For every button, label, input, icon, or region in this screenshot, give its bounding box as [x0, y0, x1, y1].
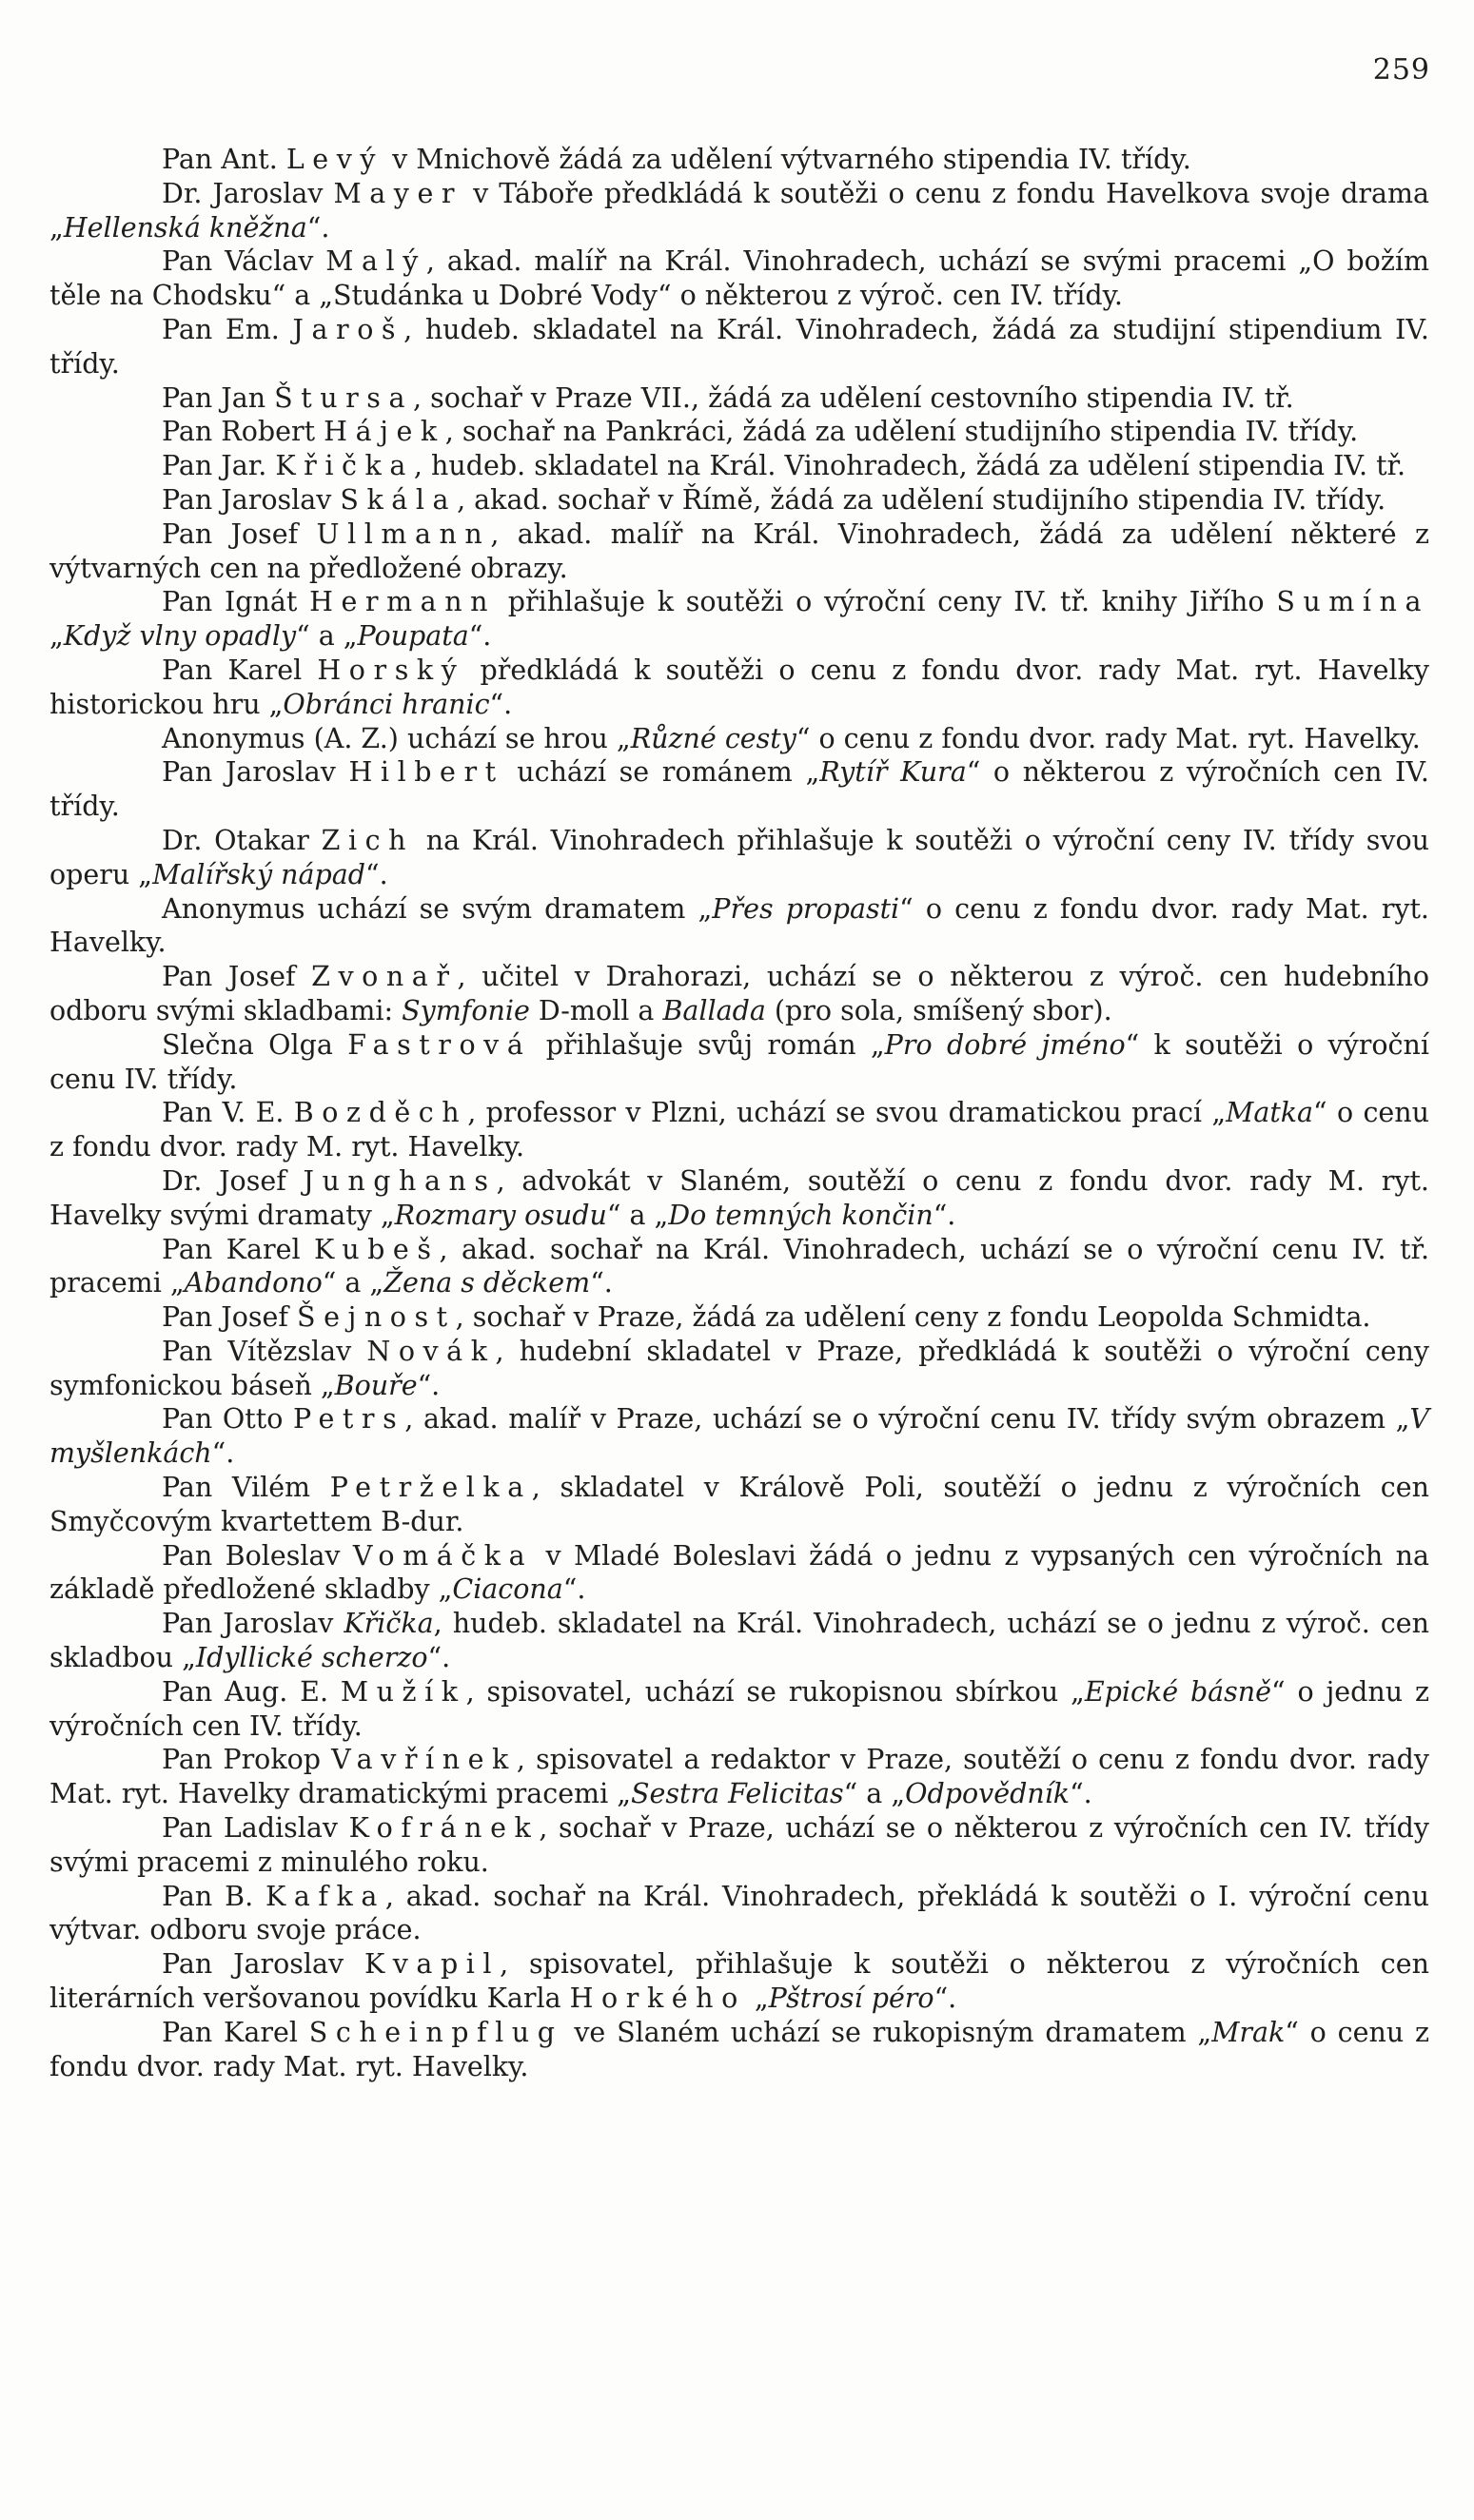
italic-title: Ballada — [662, 994, 766, 1026]
entry-paragraph — [49, 1607, 1429, 1675]
entry-text: „ — [49, 620, 64, 653]
entry-paragraph — [49, 654, 1429, 722]
italic-title: Mrak — [1211, 2016, 1286, 2048]
italic-title: Obránci hranic — [283, 688, 490, 720]
entry-text: přihlašuje k soutěži o výroční ceny IV. tř. knihy Jiřího — [496, 586, 1277, 618]
entry-text: , akad. sochař na Král. Vinohradech, uchází se o výroční cenu IV. tř. pracemi „ — [49, 1233, 1430, 1299]
entry-text: , akad. sochař v Římě, žádá za udělení studijního stipendia IV. třídy. — [457, 483, 1386, 516]
entry-paragraph — [49, 1335, 1429, 1403]
entry-paragraph — [49, 824, 1429, 892]
spaced-name: Zich — [321, 824, 415, 856]
entry-text: Pan Em. — [162, 313, 293, 345]
entry-paragraph — [49, 2016, 1429, 2084]
spaced-name: Hilbert — [348, 756, 504, 789]
entry-paragraph — [49, 755, 1429, 824]
entry-text: Dr. Otakar — [162, 824, 322, 856]
entry-text: Pan Jaroslav — [162, 1608, 344, 1640]
spaced-name: Malý — [325, 245, 426, 278]
entry-text: , akad. malíř v Praze, uchází se o výroční cenu IV. třídy svým obrazem „ — [404, 1403, 1410, 1436]
entry-text: “ o cenu z fondu dvor. rady Mat. ryt. Havelky. — [49, 2016, 1430, 2082]
entry-paragraph — [49, 1675, 1429, 1744]
entry-paragraph — [49, 483, 1429, 518]
spaced-name: Bozděch — [293, 1097, 468, 1129]
italic-title: Sestra Felicitas — [631, 1778, 844, 1810]
entry-text: “. — [933, 1199, 956, 1231]
entry-text: na Král. Vinohradech přihlašuje k soutěži o výroční ceny IV. třídy svou operu „ — [49, 824, 1429, 890]
spaced-name: Horský — [317, 654, 465, 686]
entry-text: , spisovatel a redaktor v Praze, soutěží o cenu z fondu dvor. rady Mat. ryt. Havelky dramatickými pracemi „ — [49, 1744, 1429, 1810]
entry-text: Pan Prokop — [162, 1744, 332, 1776]
entry-paragraph — [49, 1811, 1429, 1880]
entry-text: , hudeb. skladatel na Král. Vinohradech, žádá za udělení stipendia IV. tř. — [413, 450, 1406, 482]
entry-paragraph — [49, 1539, 1429, 1608]
entry-text: předkládá k soutěži o cenu z fondu dvor. rady Mat. ryt. Havelky historickou hru „ — [49, 654, 1429, 720]
entry-paragraph — [49, 1880, 1429, 1948]
spaced-name: Fastrová — [347, 1028, 532, 1061]
entry-text: Anonymus uchází se svým dramatem „ — [162, 892, 713, 925]
entry-text: “. — [427, 1642, 451, 1674]
entry-text: “ k soutěži o výroční cenu IV. třídy. — [49, 1028, 1429, 1095]
italic-title: Matka — [1226, 1097, 1314, 1129]
entry-text: “ a „ — [606, 1199, 669, 1231]
entry-text: Pan Karel — [162, 2016, 309, 2048]
entry-text: v Mladé Boleslavi žádá o jednu z vypsaných cen výročních na základě předložené skladby „ — [49, 1539, 1429, 1606]
entry-text: D-moll a — [529, 994, 663, 1026]
spaced-name: Scheinpflug — [308, 2016, 563, 2048]
italic-title: Malířský nápad — [152, 858, 365, 890]
entry-text: Dr. Jaroslav — [162, 177, 334, 209]
entry-text: “ a „ — [322, 1267, 384, 1299]
spaced-name: Kvapil — [364, 1948, 501, 1981]
italic-title: Křička — [344, 1608, 434, 1640]
entry-text: , sochař v Praze, žádá za udělení ceny z fondu Leopolda Schmidta. — [455, 1301, 1371, 1334]
page-number: 259 — [1372, 53, 1430, 87]
entry-text: , hudební skladatel v Praze, předkládá k soutěži o výroční ceny symfonickou báseň „ — [49, 1335, 1430, 1401]
entry-text: “ o cenu z fondu dvor. rady Mat. ryt. Havelky. — [796, 722, 1421, 754]
spaced-name: Hájek — [324, 416, 445, 448]
entry-paragraph — [49, 177, 1429, 245]
entry-text: , sochař na Pankráci, žádá za udělení studijního stipendia IV. třídy. — [444, 416, 1359, 448]
spaced-name: Levý — [285, 144, 384, 175]
entry-text: , sochař v Praze, uchází se o některou z výročních cen IV. třídy svými pracemi z minulého roku. — [49, 1812, 1429, 1878]
spaced-name: Šejnost — [297, 1301, 456, 1334]
entry-text: , spisovatel, přihlašuje k soutěži o některou z výročních cen literárních veršovanou povídku Karla — [49, 1948, 1429, 2015]
spaced-name: Novák — [366, 1335, 496, 1367]
entry-text: “. — [489, 688, 513, 720]
entry-text: Pan Ant. — [162, 144, 286, 175]
entry-paragraph — [49, 1096, 1429, 1164]
entry-paragraph — [49, 381, 1429, 416]
entry-text: Pan Karel — [162, 654, 318, 686]
entry-text: , advokát v Slaném, soutěží o cenu z fondu dvor. rady M. ryt. Havelky svými dramaty „ — [49, 1164, 1429, 1231]
entry-text: Pan Karel — [162, 1233, 315, 1265]
entry-text: , akad. sochař na Král. Vinohradech, překládá k soutěži o I. výroční cenu výtvar. odboru svoje práce. — [49, 1880, 1429, 1946]
entry-text: “ a „ — [296, 620, 358, 653]
entry-text: Dr. Josef — [162, 1164, 304, 1197]
entry-text: Pan Jaroslav — [162, 756, 349, 789]
entry-paragraph — [49, 1402, 1429, 1471]
spaced-name: Mužík — [340, 1675, 466, 1708]
spaced-name: Kubeš — [314, 1233, 440, 1265]
spaced-name: Kafka — [265, 1880, 385, 1912]
spaced-name: Petrs — [293, 1403, 405, 1436]
entry-paragraph — [49, 1028, 1429, 1097]
entry-paragraph — [49, 244, 1429, 313]
spaced-name: Skála — [340, 483, 458, 516]
entry-text: Pan Josef — [162, 1301, 297, 1334]
spaced-name: Štursa — [274, 381, 414, 414]
spaced-name: Kofránek — [348, 1812, 540, 1845]
entry-text: Pan Robert — [162, 416, 324, 448]
entry-text: uchází se románem „ — [503, 756, 820, 789]
italic-title: Hellenská kněžna — [63, 211, 307, 244]
entry-text: Pan Boleslav — [162, 1539, 353, 1572]
entry-paragraph — [49, 892, 1429, 961]
entry-text: “. — [306, 211, 330, 244]
italic-title: Rytíř Kura — [819, 756, 967, 789]
entry-paragraph — [49, 585, 1429, 654]
italic-title: Epické básně — [1084, 1675, 1272, 1708]
spaced-name: Křička — [275, 450, 414, 482]
entry-text: “. — [468, 620, 492, 653]
entry-paragraph — [49, 1233, 1429, 1301]
italic-title: Bouře — [334, 1369, 418, 1401]
spaced-name: Jaroš — [292, 313, 404, 345]
entry-text: “ a „ — [843, 1778, 906, 1810]
entry-text: , akad. malíř na Král. Vinohradech, žádá za udělení některé z výtvarných cen na předložené obrazy. — [49, 518, 1429, 584]
entry-paragraph — [49, 1164, 1429, 1233]
entry-text: , hudeb. skladatel na Král. Vinohradech, žádá za studijní stipendium IV. třídy. — [49, 313, 1429, 380]
entry-text: Pan Vítězslav — [162, 1335, 367, 1367]
spaced-name: Mayer — [333, 177, 463, 209]
italic-title: Ciacona — [452, 1573, 563, 1606]
italic-title: Když vlny opadly — [63, 620, 297, 653]
entry-text: “. — [562, 1573, 586, 1606]
entry-paragraph — [49, 415, 1429, 449]
entry-text: Pan Jan — [162, 381, 275, 414]
entry-text: , professor v Plzni, uchází se svou dramatickou prací „ — [467, 1097, 1227, 1129]
entry-paragraph — [49, 722, 1429, 756]
entry-text: Pan V. E. — [162, 1097, 294, 1129]
spaced-name: Hermann — [309, 586, 497, 618]
spaced-name: Ullmann — [316, 518, 491, 550]
entry-text: Pan Jaroslav — [162, 483, 341, 516]
entry-text: přihlašuje svůj román „ — [531, 1028, 885, 1061]
entry-paragraph — [49, 1300, 1429, 1335]
entry-text: “. — [417, 1369, 441, 1401]
italic-title: Přes propasti — [712, 892, 900, 925]
entry-paragraph — [49, 518, 1429, 586]
entry-text: Pan B. — [162, 1880, 266, 1912]
spaced-name: Junghans — [303, 1164, 497, 1197]
spaced-name: Vavřínek — [331, 1744, 517, 1776]
entry-text: Pan Ladislav — [162, 1812, 349, 1845]
entry-text: “. — [211, 1437, 235, 1470]
italic-title: Symfonie — [402, 994, 530, 1026]
spaced-name: Horkého — [569, 1983, 746, 2015]
entry-text: , hudeb. skladatel na Král. Vinohradech, uchází se o jednu z výroč. cen skladbou „ — [49, 1608, 1429, 1674]
spaced-name: Zvonař — [311, 961, 458, 993]
entry-paragraph — [49, 960, 1429, 1028]
entry-paragraph — [49, 313, 1429, 381]
entry-text: “ o některou z výročních cen IV. třídy. — [49, 756, 1429, 823]
entry-text: Pan Jar. — [162, 450, 276, 482]
entry-text: Pan Vilém — [162, 1472, 330, 1504]
entry-text: “ o cenu z fondu dvor. rady M. ryt. Havelky. — [49, 1097, 1429, 1163]
italic-title: Abandono — [184, 1267, 323, 1299]
italic-title: Různé cesty — [630, 722, 796, 754]
italic-title: Rozmary osudu — [394, 1199, 607, 1231]
entry-text: “. — [934, 1983, 957, 2015]
italic-title: Žena s děckem — [383, 1267, 591, 1299]
spaced-name: Sumína — [1276, 586, 1429, 618]
entry-text: , akad. malíř na Král. Vinohradech, uchází se svými pracemi „O božím těle na Chodsku“ a „Studánka u Dobré Vody“ o některou z výroč. cen IV. třídy. — [49, 245, 1429, 312]
entry-text: , sochař v Praze VII., žádá za udělení cestovního stipendia IV. tř. — [413, 381, 1294, 414]
entry-text: Pan Otto — [162, 1403, 294, 1436]
entry-text: Pan Aug. E. — [162, 1675, 341, 1708]
entry-text: Pan Josef — [162, 961, 312, 993]
italic-title: Do temných končin — [668, 1199, 934, 1231]
entry-text: “ o jednu z výročních cen IV. třídy. — [49, 1675, 1429, 1742]
italic-title: Idyllické scherzo — [195, 1642, 428, 1674]
entry-list — [49, 143, 1429, 2083]
italic-title: Poupata — [357, 620, 469, 653]
italic-title: V myšlenkách — [49, 1403, 1429, 1470]
entry-paragraph — [49, 1471, 1429, 1539]
entry-paragraph — [49, 449, 1429, 483]
italic-title: Pro dobré jméno — [884, 1028, 1126, 1061]
entry-text: Pan Jaroslav — [162, 1948, 364, 1981]
spaced-name: Vomáčka — [352, 1539, 534, 1572]
entry-text: Pan Václav — [162, 245, 326, 278]
entry-text: v Táboře předkládá k soutěži o cenu z fondu Havelkova svoje drama „ — [49, 177, 1429, 244]
entry-text: ve Slaném uchází se rukopisným dramatem „ — [562, 2016, 1212, 2048]
entry-text: “. — [365, 858, 388, 890]
italic-title: Pštrosí péro — [768, 1983, 934, 2015]
entry-text: , učitel v Drahorazi, uchází se o některou z výroč. cen hudebního odboru svými skladbami: — [49, 961, 1429, 1026]
entry-text: “ o cenu z fondu dvor. rady Mat. ryt. Havelky. — [49, 892, 1429, 959]
entry-text: “. — [1070, 1778, 1092, 1810]
entry-text: Anonymus (A. Z.) uchází se hrou „ — [162, 722, 631, 754]
entry-text: Pan Josef — [162, 518, 317, 550]
entry-paragraph — [49, 143, 1429, 177]
entry-text: (pro sola, smíšený sbor). — [765, 994, 1112, 1026]
entry-text: Slečna Olga — [162, 1028, 348, 1061]
entry-paragraph — [49, 1743, 1429, 1811]
italic-title: Odpovědník — [905, 1778, 1071, 1810]
entry-text: “. — [590, 1267, 613, 1299]
entry-text: , spisovatel, uchází se rukopisnou sbírkou „ — [465, 1675, 1085, 1708]
entry-text: „ — [745, 1983, 769, 2015]
spaced-name: Petrželka — [329, 1472, 532, 1504]
entry-text: v Mnichově žádá za udělení výtvarného stipendia IV. třídy. — [383, 144, 1191, 175]
entry-text: Pan Ignát — [162, 586, 310, 618]
entry-paragraph — [49, 1947, 1429, 2016]
entry-text: , skladatel v Králově Poli, soutěží o jednu z výročních cen Smyčcovým kvartettem B-dur. — [49, 1472, 1429, 1537]
